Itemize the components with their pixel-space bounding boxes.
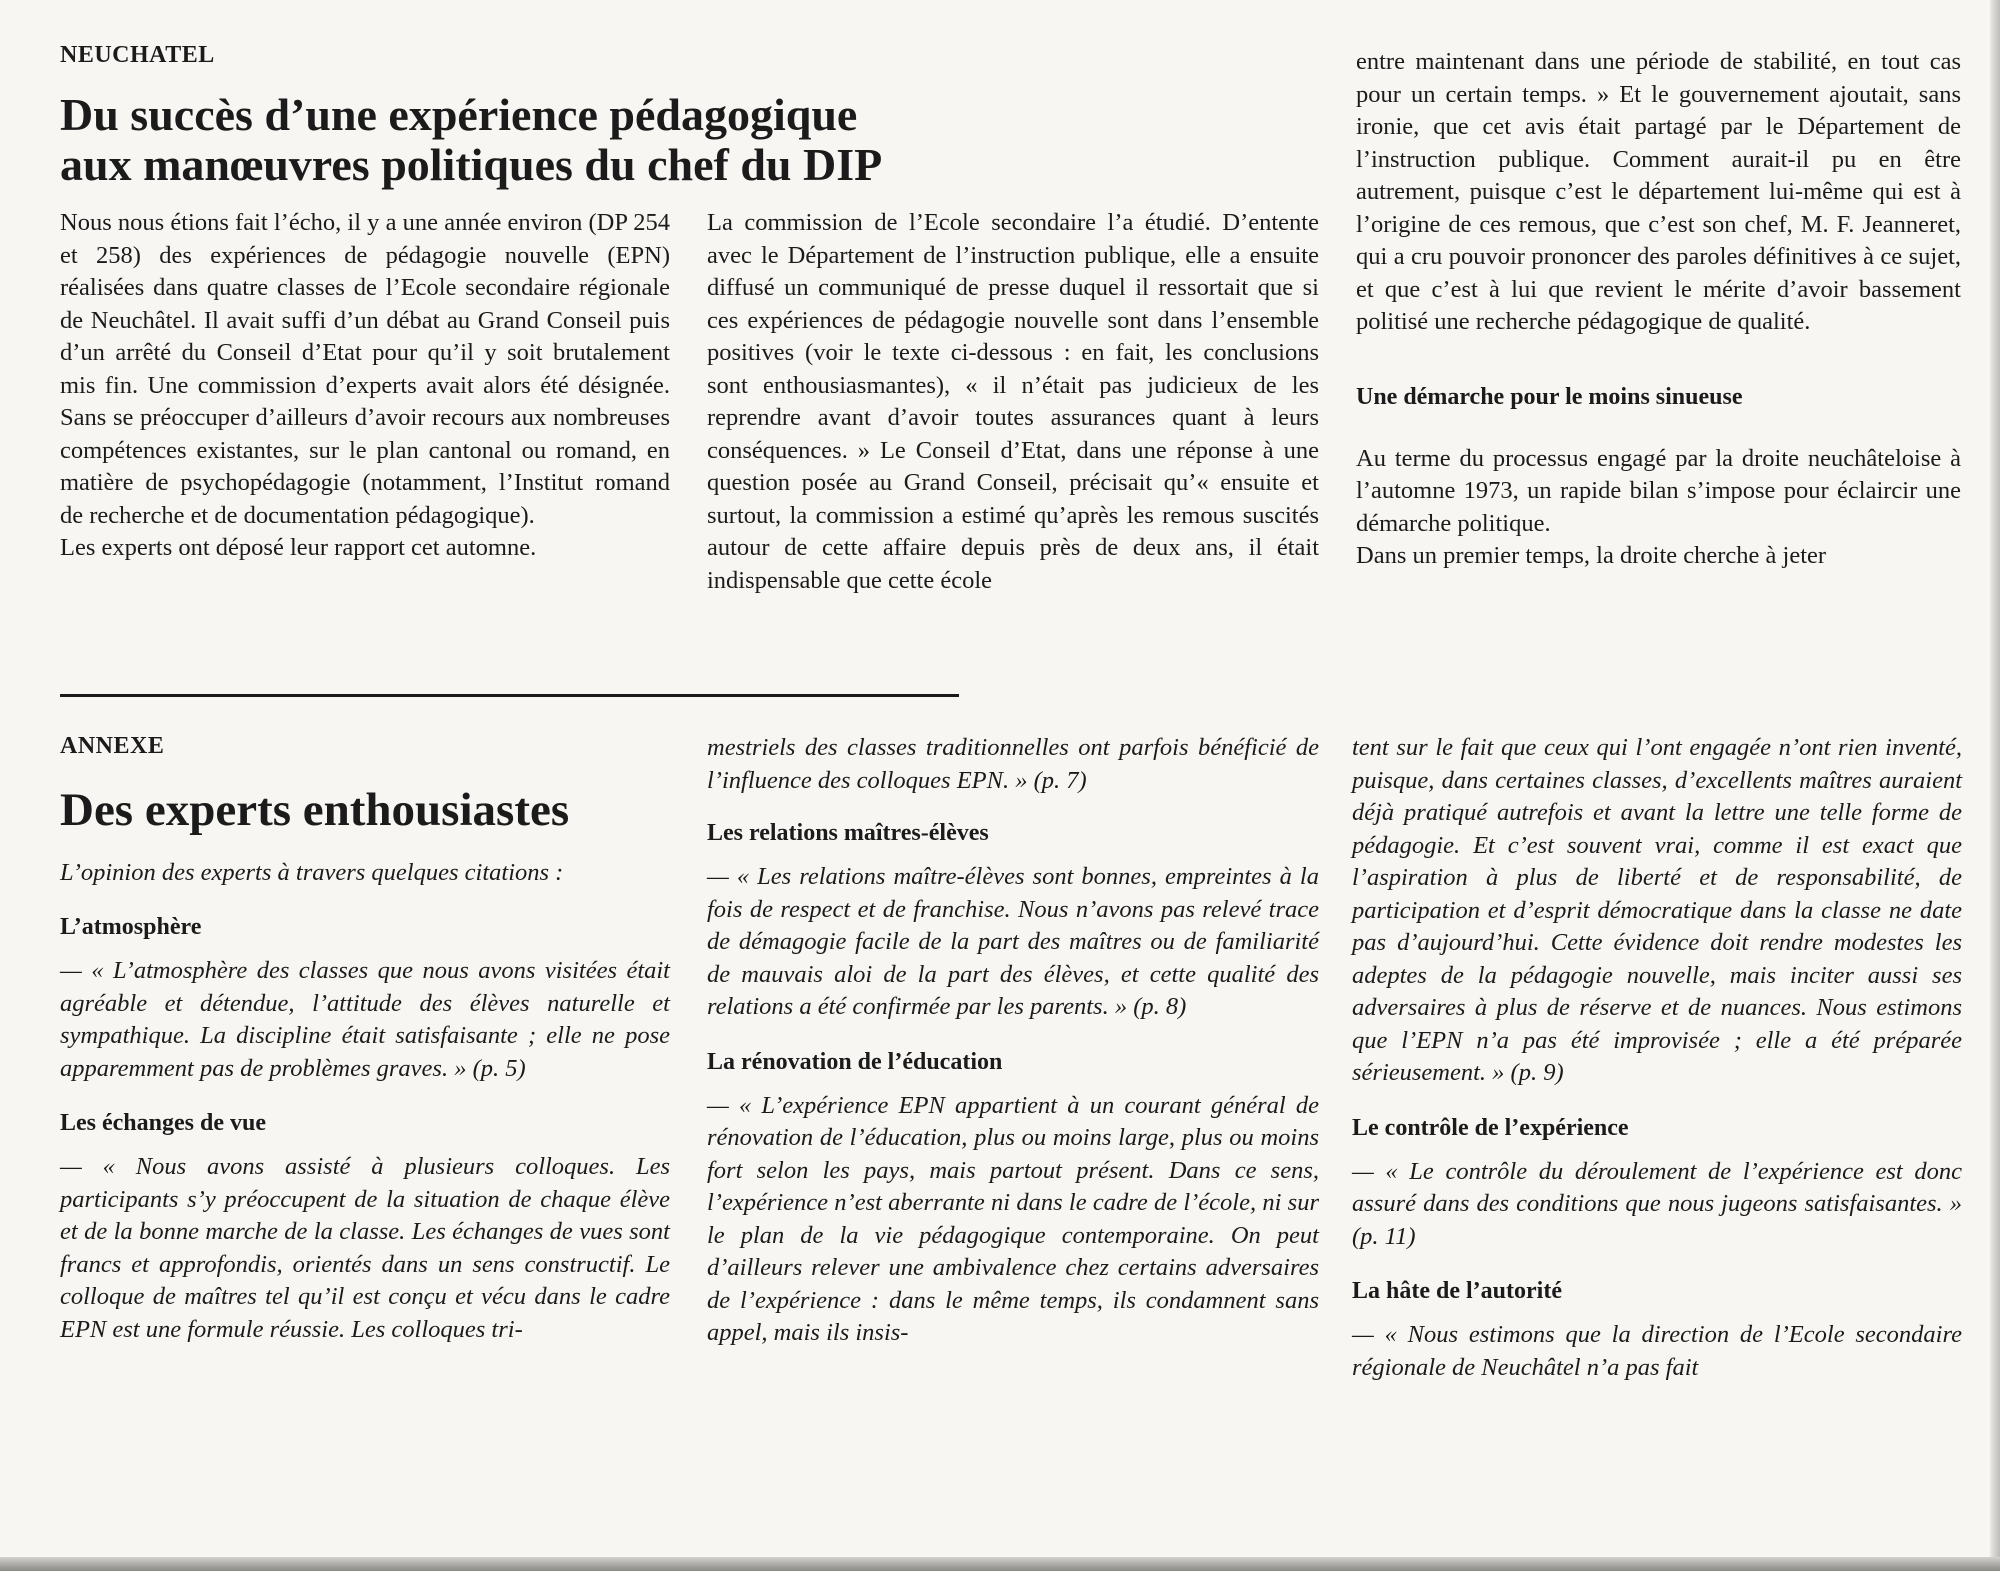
annexe-section-title: La rénovation de l’éducation [707, 1048, 1003, 1075]
article-headline [60, 90, 1350, 190]
article-paragraph: La commission de l’Ecole secondaire l’a étudié. D’entente avec le Département de l’instruction publique, elle a ensuite diffusé un communiqué de presse duquel il ressortait que si ces expériences de pédagogie nouvelle sont dans l’ensemble positives (voir le texte ci-dessous : en fait, les conclusions sont enthousiasmantes), « il n’était pas judicieux de les reprendre avant d’avoir toutes assurances quant à leurs conséquences. » Le Conseil d’Etat, dans une réponse à une question posée au Grand Conseil, précisait qu’« ensuite et surtout, la commission a estimé qu’après les remous suscités autour de cette affaire depuis près de deux ans, il était indispensable que cette école [707, 209, 1319, 594]
article-paragraph: Dans un premier temps, la droite cherche à jeter [1356, 542, 1827, 569]
article-paragraph: Au terme du processus engagé par la droite neuchâteloise à l’automne 1973, un rapide bilan s’impose pour éclaircir une démarche politique. [1356, 444, 1961, 537]
annexe-quote: — « L’expérience EPN appartient à un courant général de rénovation de l’éducation, plus ou moins large, plus ou moins fort selon les pays, mais partout présent. Dans ce sens, l’expérience n’est aberrante ni dans le cadre de l’école, ni sur le plan de la vie pédagogique contemporaine. On peut d’ailleurs relever une ambivalence chez certains adversaires de l’expérience : dans le même temps, ils condamnent sans appel, mais ils insis- [707, 1091, 1319, 1346]
annexe-quote: — « Le contrôle du déroulement de l’expérience est donc assuré dans des conditions que nous jugeons satisfaisantes. » (p. 11) [1352, 1157, 1962, 1250]
headline-line-1: Du succès d’une expérience pédagogique [60, 89, 858, 140]
article-paragraph: Les experts ont déposé leur rapport cet automne. [60, 534, 537, 561]
article-column-1 [60, 207, 670, 565]
article-column-2 [707, 207, 1319, 597]
annexe-quote: — « Nous estimons que la direction de l’Ecole secondaire régionale de Neuchâtel n’a pas fait [1352, 1321, 1962, 1381]
annexe-column-2 [707, 732, 1319, 1350]
annexe-quote: tent sur le fait que ceux qui l’ont engagée n’ont rien inventé, puisque, dans certaines classes, d’excellents maîtres auraient déjà pratiqué autrefois et avant la lettre une telle forme de pédagogie. Et c’est souvent vrai, comme il est exact que l’aspiration à plus de liberté et de responsabilité, de participation et d’esprit démocratique dans la classe ne date pas d’aujourd’hui. Cette évidence doit rendre modestes les adeptes de la pédagogie nouvelle, mais inciter aussi ses adversaires à plus de réserve et de nuances. Nous estimons que l’EPN n’a pas été improvisée ; elle a été préparée sérieusement. » (p. 9) [1352, 734, 1962, 1086]
annexe-section-title: L’atmosphère [60, 914, 202, 940]
annexe-column-3 [1352, 732, 1962, 1384]
page-edge-right [1990, 0, 2000, 1571]
annexe-quote: — « Nous avons assisté à plusieurs colloques. Les participants s’y préoccupent de la situation de chaque élève et de la bonne marche de la classe. Les échanges de vues sont francs et approfondis, orientés dans un sens constructif. Le colloque de maîtres tel qu’il est conçu et vécu dans le cadre EPN est une formule réussie. Les colloques tri- [60, 1153, 670, 1343]
annexe-headline: Des experts enthousiastes [60, 783, 570, 836]
annexe-quote: — « Les relations maître-élèves sont bonnes, empreintes à la fois de respect et de franchise. Nous n’avons pas relevé trace de démagogie facile de la part des maîtres ou de familiarité de mauvais aloi de la part des élèves, et cette qualité des relations a été confirmée par les parents. » (p. 8) [707, 863, 1319, 1020]
article-paragraph: entre maintenant dans une période de stabilité, en tout cas pour un certain temps. » Et le gouvernement ajoutait, sans ironie, que cet avis était partagé par le Département de l’instruction publique. Comment aurait-il pu en être autrement, puisque c’est le département lui-même qui est à l’origine de ces remous, que c’est son chef, M. F. Jeanneret, qui a cru pouvoir prononcer des paroles définitives à ce sujet, et que c’est à lui que revient le mérite d’avoir bassement politisé une recherche pédagogique de qualité. [1356, 48, 1961, 335]
page-edge-bottom [0, 1557, 2000, 1571]
article-paragraph: Nous nous étions fait l’écho, il y a une année environ (DP 254 et 258) des expériences de pédagogie nouvelle (EPN) réalisées dans quatre classes de l’Ecole secondaire régionale de Neuchâtel. Il avait suffi d’un débat au Grand Conseil puis d’un arrêté du Conseil d’Etat pour qu’il y soit brutalement mis fin. Une commission d’experts avait alors été désignée. Sans se préoccuper d’ailleurs d’avoir recours aux nombreuses compétences existantes, sur le plan cantonal ou romand, en matière de psychopédagogie (notamment, l’Institut romand de recherche et de documentation pédagogique). [60, 209, 670, 529]
article-column-3 [1356, 46, 1961, 573]
annexe-quote: mestriels des classes traditionnelles ont parfois bénéficié de l’influence des colloques EPN. » (p. 7) [707, 734, 1319, 794]
annexe-section-title: La hâte de l’autorité [1352, 1278, 1562, 1304]
annexe-column-1 [60, 730, 670, 1346]
annexe-section-title: Les relations maîtres-élèves [707, 820, 989, 846]
annexe-section-title: Les échanges de vue [60, 1110, 266, 1136]
annexe-intro: L’opinion des experts à travers quelques citations : [60, 858, 564, 886]
annexe-section-title: Le contrôle de l’expérience [1352, 1114, 1629, 1141]
article-kicker: NEUCHATEL [60, 42, 215, 68]
section-divider [60, 694, 959, 697]
annexe-quote: — « L’atmosphère des classes que nous avons visitées était agréable et détendue, l’attitude des élèves naturelle et sympathique. La discipline était satisfaisante ; elle ne pose apparemment pas de problèmes graves. » (p. 5) [60, 957, 670, 1082]
headline-line-2: aux manœuvres politiques du chef du DIP [60, 139, 883, 190]
article-subhead: Une démarche pour le moins sinueuse [1356, 383, 1743, 410]
annexe-kicker: ANNEXE [60, 733, 165, 759]
